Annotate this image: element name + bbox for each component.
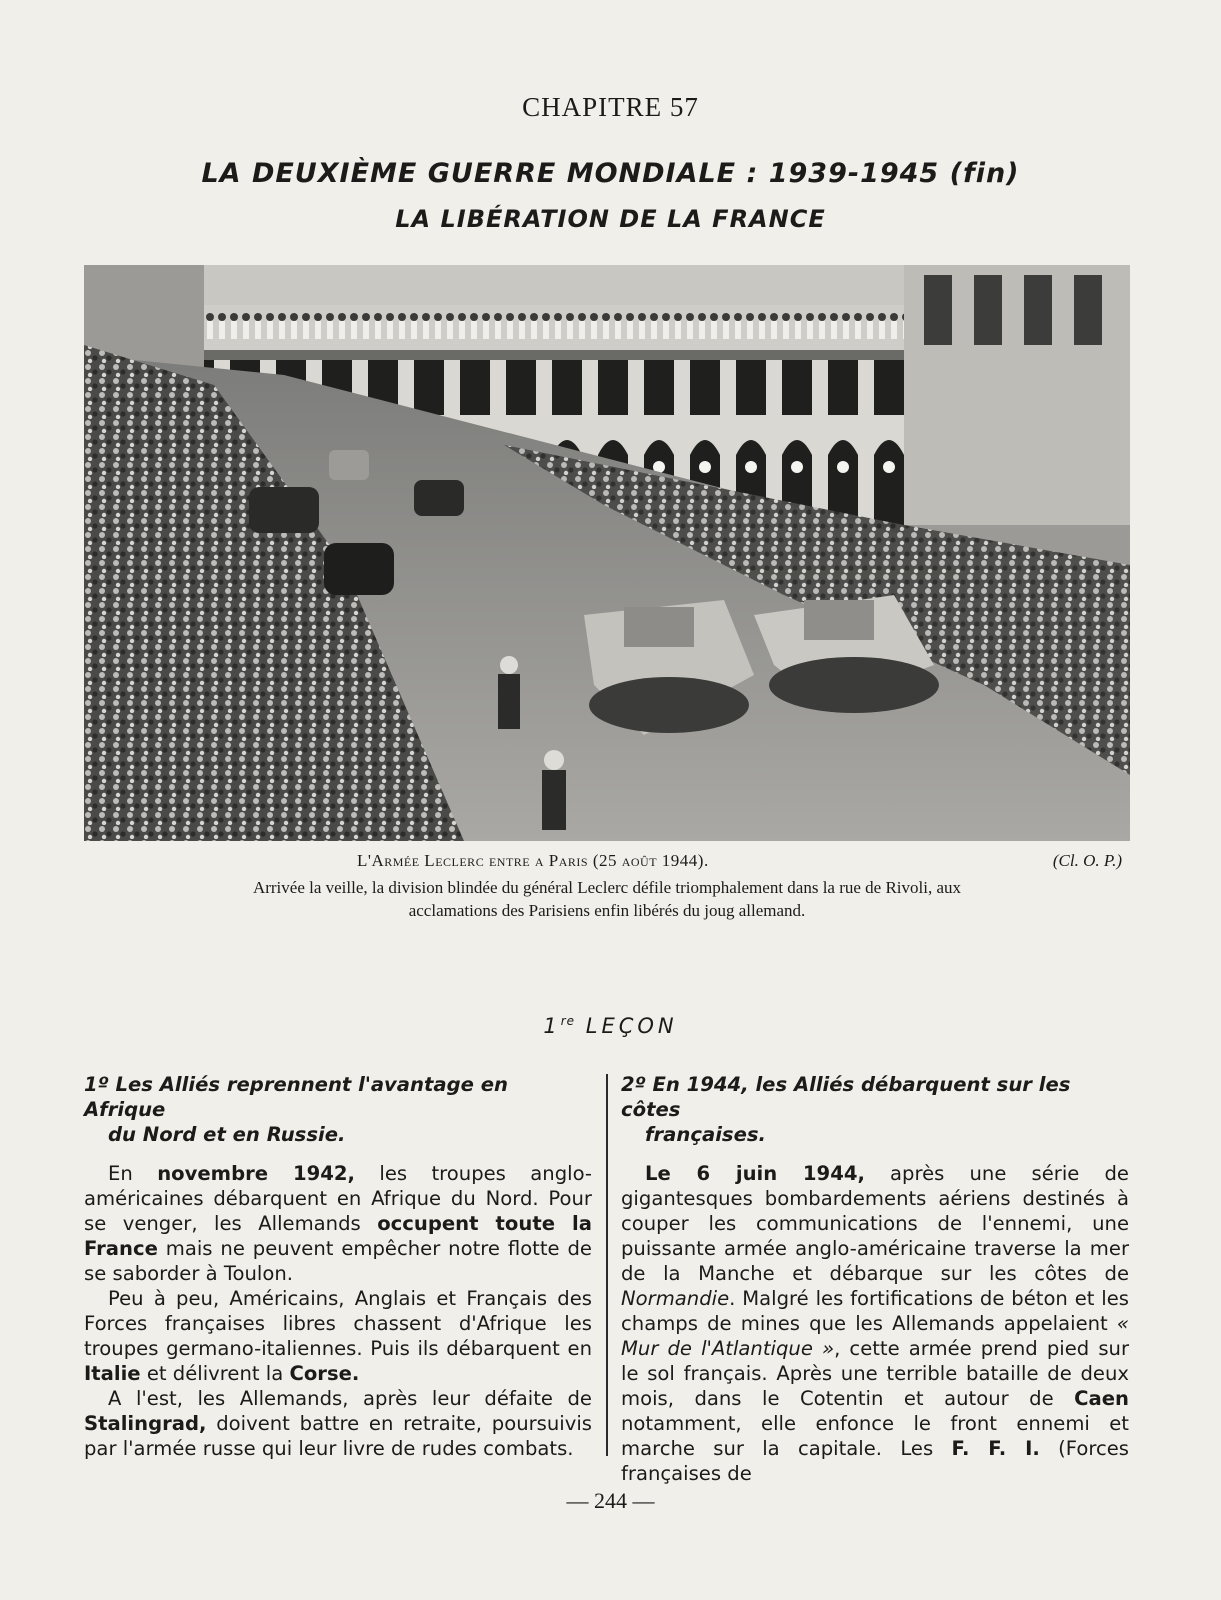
column-divider [606, 1074, 608, 1456]
lesson-label: LEÇON [585, 1014, 678, 1038]
lesson-number: 1 [543, 1014, 561, 1038]
liberation-parade-photo [84, 265, 1130, 841]
photo-caption-line: acclamations des Parisiens enfin libérés du joug allemand. [408, 901, 806, 920]
right-column [621, 1072, 1129, 1486]
photo-caption-body [84, 876, 1130, 922]
section-heading-line: 1º Les Alliés reprennent l'avantage en Afrique [84, 1073, 508, 1121]
photo-illustration [84, 265, 1130, 841]
left-column [84, 1072, 592, 1461]
page-number: — 244 — [566, 1488, 655, 1513]
photo-credit: (Cl. O. P.) [1052, 851, 1122, 870]
chapter-title: LA DEUXIÈME GUERRE MONDIALE : 1939-1945 (fin) [201, 158, 1020, 189]
paragraph: A l'est, les Allemands, après leur défaite de Stalingrad, doivent battre en retraite, poursuivis par l'armée russe qui leur livre de rudes combats. [84, 1387, 592, 1460]
lesson-heading [0, 1014, 1221, 1038]
photo-caption-row [84, 851, 1130, 875]
lesson-ordinal: re [560, 1014, 576, 1028]
section-heading-line: du Nord et en Russie. [108, 1123, 346, 1146]
chapter-number: CHAPITRE 57 [522, 92, 699, 122]
paragraph: Peu à peu, Américains, Anglais et Français des Forces françaises libres chassent d'Afrique les troupes germano-italiennes. Puis ils débarquent en Italie et délivrent la Corse. [84, 1287, 592, 1385]
section-heading-line: 2º En 1944, les Alliés débarquent sur les côtes [621, 1073, 1071, 1121]
paragraph: En novembre 1942, les troupes anglo-américaines débarquent en Afrique du Nord. Pour se venger, les Allemands occupent toute la France mais ne peuvent empêcher notre flotte de se saborder à Toulon. [84, 1162, 592, 1285]
paragraph: Le 6 juin 1944, après une série de gigantesques bombardements aériens destinés à couper les communications de l'ennemi, une puissante armée anglo-américaine traverse la mer de la Manche et débarque sur les côtes de Normandie. Malgré les fortifications de béton et les champs de mines que les Allemands appelaient « Mur de l'Atlantique », cette armée prend pied sur le sol français. Après une terrible bataille de deux mois, dans le Cotentin et autour de Caen notamment, elle enfonce le front ennemi et marche sur la capitale. Les F. F. I. (Forces françaises de [621, 1162, 1129, 1485]
chapter-subtitle: LA LIBÉRATION DE LA FRANCE [395, 205, 826, 233]
section-heading [621, 1072, 1129, 1147]
photo-caption-title: L'Armée Leclerc entre a Paris (25 août 1944). [357, 851, 709, 870]
photo-caption-line: Arrivée la veille, la division blindée du général Leclerc défile triomphalement dans la rue de Rivoli, aux [252, 878, 962, 897]
section-heading-line: françaises. [645, 1123, 766, 1146]
section-heading [84, 1072, 592, 1147]
